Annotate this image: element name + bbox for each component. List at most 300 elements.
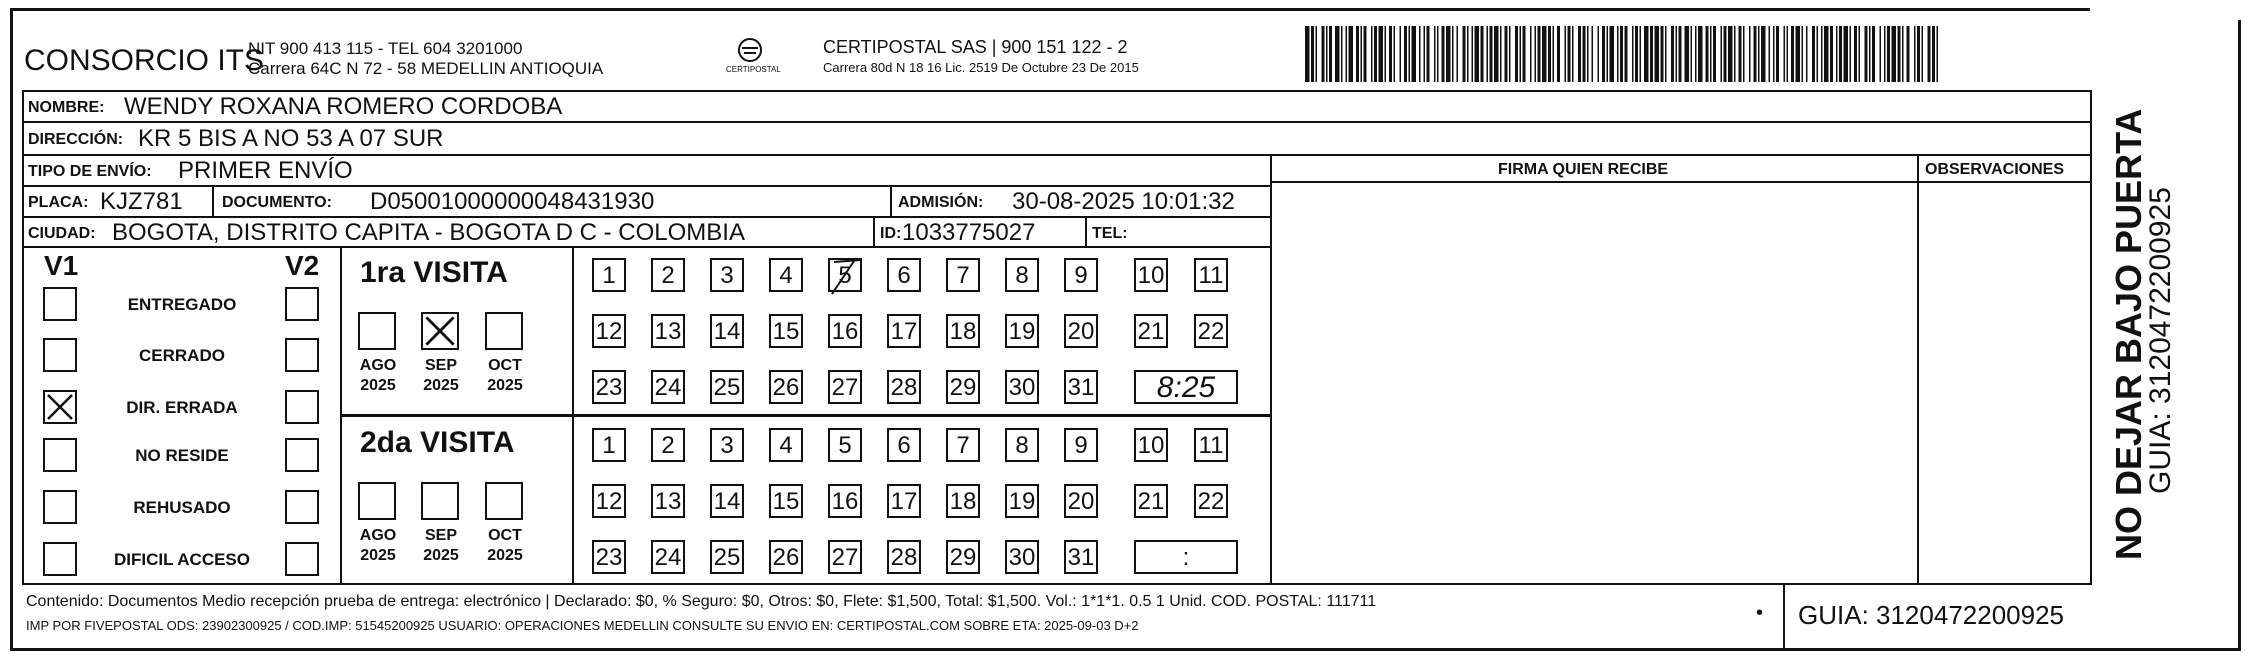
v2-checkbox-3[interactable] — [285, 438, 319, 472]
side-warning: NO DEJAR BAJO PUERTA — [2108, 108, 2149, 560]
day-number: 10 — [1137, 432, 1165, 459]
tel-label: TEL: — [1092, 225, 1128, 242]
col-firma-left — [1270, 154, 1272, 584]
day-number: 22 — [1197, 318, 1225, 345]
first-visit-day-15[interactable] — [769, 314, 803, 348]
day-number: 9 — [1074, 432, 1088, 459]
status-label: ENTREGADO — [127, 295, 237, 314]
year-label: 2025 — [360, 547, 396, 564]
barcode-bar — [1812, 26, 1815, 82]
first-visit-day-19[interactable] — [1005, 314, 1039, 348]
day-number: 20 — [1067, 318, 1095, 345]
first-visit-day-14[interactable] — [710, 314, 744, 348]
barcode-bar — [1530, 26, 1532, 82]
first-visit-day-31[interactable] — [1064, 370, 1098, 404]
barcode-bar — [1640, 26, 1642, 82]
barcode-bar — [1635, 26, 1638, 82]
second-visit-day-28[interactable] — [887, 540, 921, 574]
barcode-bar — [1854, 26, 1857, 82]
barcode-bar — [1817, 26, 1819, 82]
barcode-bar — [1721, 26, 1723, 82]
barcode-bar — [1389, 26, 1392, 82]
placa-label: PLACA: — [28, 194, 89, 211]
first-visit-month-checkbox-0[interactable] — [358, 312, 396, 350]
day-number: 3 — [720, 262, 734, 289]
barcode-bar — [1859, 26, 1861, 82]
barcode-bar — [1620, 26, 1623, 82]
day-number: 29 — [949, 374, 977, 401]
v1-label: V1 — [44, 250, 79, 281]
side-guia: GUIA: 3120472200925 — [2144, 187, 2177, 494]
barcode-bar — [1404, 26, 1407, 82]
v2-label: V2 — [285, 250, 320, 281]
day-number: 14 — [713, 318, 741, 345]
barcode-bar — [1937, 26, 1939, 82]
barcode-bar — [1427, 26, 1430, 82]
admision-label: ADMISIÓN: — [898, 194, 984, 211]
ciudad-value: BOGOTA, DISTRITO CAPITA - BOGOTA D C - COLOMBIA — [112, 219, 745, 246]
day-number: 29 — [949, 544, 977, 571]
barcode-bar — [1739, 26, 1742, 82]
first-visit-day-6[interactable] — [887, 258, 921, 292]
company-line-2: Carrera 64C N 72 - 58 MEDELLIN ANTIOQUIA — [248, 59, 604, 78]
barcode-bar — [1542, 26, 1547, 82]
year-label: 2025 — [423, 547, 459, 564]
v1-checkbox-2[interactable] — [43, 390, 77, 424]
second-visit-time-box[interactable] — [1134, 540, 1238, 574]
barcode-bar — [1880, 26, 1882, 82]
day-number: 14 — [713, 488, 741, 515]
day-number: 15 — [772, 488, 800, 515]
second-visit-day-13[interactable] — [651, 484, 685, 518]
second-visit-day-11[interactable] — [1194, 428, 1228, 462]
footer-line-2: IMP POR FIVEPOSTAL ODS: 23902300925 / COD.IMP: 51545200925 USUARIO: OPERACIONES MEDELLIN CONSULTE SU ENVIO EN: CERTIPOSTAL.COM SOBRE ETA: 2025-09-03 D+2 — [26, 618, 1139, 633]
year-label: 2025 — [487, 547, 523, 564]
barcode-bar — [1329, 26, 1332, 82]
barcode-bar — [1644, 26, 1649, 82]
barcode-bar — [1374, 26, 1377, 82]
nombre-label: NOMBRE: — [28, 99, 105, 116]
barcode-bar — [1446, 26, 1451, 82]
barcode-bar — [1500, 26, 1502, 82]
outer-top — [10, 8, 2090, 11]
second-visit-day-15[interactable] — [769, 484, 803, 518]
second-visit-day-18[interactable] — [946, 484, 980, 518]
day-number: 1 — [602, 432, 616, 459]
company-line-1: NIT 900 413 115 - TEL 604 3201000 — [248, 39, 523, 58]
day-number: 16 — [831, 318, 859, 345]
first-visit-day-23[interactable] — [592, 370, 626, 404]
second-visit-day-29[interactable] — [946, 540, 980, 574]
day-number: 7 — [956, 262, 970, 289]
barcode-bar — [1698, 26, 1703, 82]
visits-month-sep — [572, 246, 574, 583]
first-visit-month-checkbox-2[interactable] — [485, 312, 523, 350]
barcode-bar — [1409, 26, 1411, 82]
day-number: 11 — [1198, 262, 1224, 289]
barcode-bar — [1557, 26, 1560, 82]
barcode-bar — [1706, 26, 1709, 82]
barcode-bar — [1400, 26, 1402, 82]
day-number: 13 — [654, 318, 682, 345]
barcode-bar — [1515, 26, 1518, 82]
barcode-bar — [1322, 26, 1325, 82]
day-number: 11 — [1198, 432, 1224, 459]
barcode-bar — [1802, 26, 1804, 82]
month-label: SEP — [424, 357, 457, 374]
barcode-bar — [1452, 26, 1454, 82]
v1-checkbox-5[interactable] — [43, 542, 77, 576]
barcode-bar — [1796, 26, 1801, 82]
second-visit-title: 2da VISITA — [360, 426, 515, 459]
day-number: 17 — [890, 488, 918, 515]
col-admision-sep — [890, 185, 892, 216]
second-visit-day-1[interactable] — [592, 428, 626, 462]
day-number: 22 — [1197, 488, 1225, 515]
first-visit-day-2[interactable] — [651, 258, 685, 292]
status-label: REHUSADO — [133, 498, 231, 517]
second-visit-day-12[interactable] — [592, 484, 626, 518]
day-number: 4 — [779, 262, 793, 289]
barcode-bar — [1341, 26, 1343, 82]
barcode-bar — [1872, 26, 1875, 82]
day-number: 31 — [1067, 544, 1095, 571]
table-right — [2090, 90, 2092, 584]
barcode-bar — [1316, 26, 1318, 82]
day-number: 12 — [595, 488, 623, 515]
firma-label: FIRMA QUIEN RECIBE — [1498, 161, 1669, 178]
check-x-icon — [423, 314, 457, 348]
barcode-bar — [1850, 26, 1852, 82]
tipo-envio-label: TIPO DE ENVÍO: — [28, 163, 152, 180]
first-visit-day-12[interactable] — [592, 314, 626, 348]
barcode-bar — [1902, 26, 1904, 82]
barcode-bar — [1361, 26, 1363, 82]
admision-value: 30-08-2025 10:01:32 — [1012, 188, 1235, 215]
v1-checkbox-0[interactable] — [43, 287, 77, 321]
second-visit-day-19[interactable] — [1005, 484, 1039, 518]
second-visit-day-27[interactable] — [828, 540, 862, 574]
first-visit-day-25[interactable] — [710, 370, 744, 404]
barcode-bar — [1437, 26, 1439, 82]
month-label: OCT — [488, 527, 522, 544]
row-line-2 — [22, 154, 2092, 156]
barcode-bar — [1490, 26, 1493, 82]
first-visit-day-4[interactable] — [769, 258, 803, 292]
day-number: 8 — [1015, 432, 1029, 459]
footer-line-1: Contenido: Documentos Medio recepción prueba de entrega: electrónico | Declarado: $0, % Seguro: $0, Otros: $0, Flete: $1,500, Total: $1,500. Vol.: 1*1*1. 0.5 1 Unid. COD. POSTAL: 111711 — [26, 593, 1377, 610]
barcode-bar — [1538, 26, 1541, 82]
v2-checkbox-0[interactable] — [285, 287, 319, 321]
second-visit-day-31[interactable] — [1064, 540, 1098, 574]
day-number: 8 — [1015, 262, 1029, 289]
day-number: 16 — [831, 488, 859, 515]
company-name: CONSORCIO ITS — [24, 44, 265, 77]
status-label: CERRADO — [139, 346, 225, 365]
outer-left — [10, 8, 13, 650]
barcode-bar — [1679, 26, 1682, 82]
second-visit-day-23[interactable] — [592, 540, 626, 574]
barcode-bar — [1650, 26, 1653, 82]
barcode-bar — [1625, 26, 1628, 82]
day-number: 6 — [897, 262, 911, 289]
barcode-bar — [1311, 26, 1314, 82]
day-number: 28 — [890, 374, 918, 401]
second-visit-day-2[interactable] — [651, 428, 685, 462]
day-number: 27 — [831, 544, 859, 571]
direccion-label: DIRECCIÓN: — [28, 131, 124, 148]
day-number: 26 — [772, 374, 800, 401]
v1-checkbox-4[interactable] — [43, 490, 77, 524]
second-visit-month-checkbox-1[interactable] — [421, 482, 459, 520]
barcode-bar — [1869, 26, 1871, 82]
second-visit-day-3[interactable] — [710, 428, 744, 462]
barcode-bar — [1758, 26, 1760, 82]
barcode-bar — [1724, 26, 1727, 82]
barcode-bar — [1844, 26, 1849, 82]
visit-time: 8:25 — [1156, 371, 1216, 404]
barcode-bar — [1520, 26, 1522, 82]
barcode-bar — [1602, 26, 1605, 82]
first-visit-day-21[interactable] — [1134, 314, 1168, 348]
day-number: 24 — [654, 544, 682, 571]
day-number: 21 — [1137, 318, 1165, 345]
barcode-bar — [1356, 26, 1359, 82]
first-visit-day-30[interactable] — [1005, 370, 1039, 404]
second-visit-day-9[interactable] — [1064, 428, 1098, 462]
first-visit-day-29[interactable] — [946, 370, 980, 404]
first-visit-day-24[interactable] — [651, 370, 685, 404]
day-number: 19 — [1008, 488, 1036, 515]
barcode-bar — [1907, 26, 1910, 82]
second-visit-day-26[interactable] — [769, 540, 803, 574]
second-visit-day-17[interactable] — [887, 484, 921, 518]
documento-label: DOCUMENTO: — [222, 194, 332, 211]
col-id-sep — [873, 216, 875, 246]
day-number: 18 — [949, 318, 977, 345]
barcode-bar — [1922, 26, 1924, 82]
barcode-bar — [1607, 26, 1609, 82]
barcode-bar — [1457, 26, 1459, 82]
footer-guia: GUIA: 3120472200925 — [1798, 600, 2064, 630]
day-number: 25 — [713, 544, 741, 571]
barcode-bar — [1791, 26, 1794, 82]
second-visit-day-14[interactable] — [710, 484, 744, 518]
ciudad-label: CIUDAD: — [28, 225, 96, 242]
logo-caption: CERTIPOSTAL — [726, 65, 781, 74]
second-visit-day-20[interactable] — [1064, 484, 1098, 518]
first-visit-day-9[interactable] — [1064, 258, 1098, 292]
barcode-bar — [1761, 26, 1766, 82]
first-visit-time-box[interactable] — [1134, 370, 1238, 404]
second-visit-day-4[interactable] — [769, 428, 803, 462]
table-top — [22, 90, 2092, 92]
v1-checkbox-3[interactable] — [43, 438, 77, 472]
second-visit-day-6[interactable] — [887, 428, 921, 462]
observaciones-label: OBSERVACIONES — [1925, 161, 2064, 178]
second-visit-day-25[interactable] — [710, 540, 744, 574]
barcode-bar — [1364, 26, 1367, 82]
v2-checkbox-2[interactable] — [285, 390, 319, 424]
first-visit-month-checkbox-1[interactable] — [421, 312, 459, 350]
cert-line-2: Carrera 80d N 18 16 Lic. 2519 De Octubre 23 De 2015 — [823, 60, 1139, 75]
second-visit-day-21[interactable] — [1134, 484, 1168, 518]
barcode-bar — [1610, 26, 1615, 82]
day-number: 10 — [1137, 262, 1165, 289]
second-visit-day-30[interactable] — [1005, 540, 1039, 574]
id-value: 1033775027 — [902, 219, 1036, 246]
barcode-bar — [1655, 26, 1660, 82]
second-visit-day-5[interactable] — [828, 428, 862, 462]
barcode-bar — [1784, 26, 1786, 82]
day-number: 12 — [595, 318, 623, 345]
month-label: SEP — [424, 527, 457, 544]
barcode-bar — [1424, 26, 1426, 82]
month-label: AGO — [359, 357, 397, 374]
barcode-bar — [1691, 26, 1693, 82]
direccion-value: KR 5 BIS A NO 53 A 07 SUR — [138, 125, 444, 152]
col-placa-sep — [212, 185, 214, 216]
first-visit-day-28[interactable] — [887, 370, 921, 404]
first-visit-day-1[interactable] — [592, 258, 626, 292]
first-visit-day-7[interactable] — [946, 258, 980, 292]
certipostal-logo — [720, 36, 780, 82]
barcode-bar — [1598, 26, 1600, 82]
col-obs-left — [1917, 154, 1919, 584]
barcode-bar — [1671, 26, 1674, 82]
row-line-4 — [22, 216, 1270, 218]
second-visit-day-24[interactable] — [651, 540, 685, 574]
barcode-bar — [1865, 26, 1868, 82]
day-number: 5 — [838, 432, 852, 459]
year-label: 2025 — [423, 377, 459, 394]
barcode-bar — [1335, 26, 1340, 82]
barcode-bar — [1419, 26, 1421, 82]
second-visit-day-10[interactable] — [1134, 428, 1168, 462]
barcode-bar — [1463, 26, 1466, 82]
barcode-bar — [1749, 26, 1751, 82]
row-line-5 — [22, 246, 1270, 248]
barcode-bar — [1676, 26, 1678, 82]
first-visit-day-18[interactable] — [946, 314, 980, 348]
first-visit-day-5[interactable] — [828, 258, 862, 292]
v1-checkbox-1[interactable] — [43, 338, 77, 372]
barcode-bar — [1892, 26, 1897, 82]
barcode-bar — [1685, 26, 1690, 82]
col-tel-sep — [1085, 216, 1087, 246]
first-visit-title: 1ra VISITA — [360, 256, 508, 289]
first-visit-day-10[interactable] — [1134, 258, 1168, 292]
barcode-bar — [1509, 26, 1511, 82]
day-number: 24 — [654, 374, 682, 401]
barcode-bar — [1743, 26, 1745, 82]
barcode-bar — [1806, 26, 1808, 82]
strike-icon — [826, 254, 866, 298]
barcode-bar — [1632, 26, 1634, 82]
second-visit-day-16[interactable] — [828, 484, 862, 518]
day-number: 19 — [1008, 318, 1036, 345]
second-visit-day-22[interactable] — [1194, 484, 1228, 518]
day-number: 23 — [595, 544, 623, 571]
barcode-bar — [1412, 26, 1417, 82]
day-number: 20 — [1067, 488, 1095, 515]
day-number: 1 — [602, 262, 616, 289]
documento-value: D05001000000048431930 — [370, 188, 655, 215]
barcode-bar — [1734, 26, 1736, 82]
month-label: AGO — [359, 527, 397, 544]
day-number: 5 — [838, 262, 852, 289]
barcode-bar — [1475, 26, 1480, 82]
check-x-icon — [45, 392, 75, 422]
first-visit-day-13[interactable] — [651, 314, 685, 348]
barcode-bar — [1568, 26, 1571, 82]
barcode-bar — [1523, 26, 1526, 82]
barcode-bar — [1728, 26, 1733, 82]
month-label: OCT — [488, 357, 522, 374]
barcode-bar — [1578, 26, 1581, 82]
barcode-bar — [1754, 26, 1757, 82]
year-label: 2025 — [360, 377, 396, 394]
second-visit-month-checkbox-2[interactable] — [485, 482, 523, 520]
barcode-bar — [1665, 26, 1667, 82]
placa-value: KJZ781 — [100, 188, 183, 215]
barcode-bar — [1769, 26, 1771, 82]
barcode-bar — [1592, 26, 1594, 82]
id-label: ID: — [880, 225, 902, 242]
footer-sep — [1783, 585, 1785, 648]
barcode-bar — [1884, 26, 1886, 82]
barcode-bar — [1565, 26, 1567, 82]
first-visit-day-16[interactable] — [828, 314, 862, 348]
first-visit-day-17[interactable] — [887, 314, 921, 348]
barcode-bar — [1932, 26, 1935, 82]
cert-line-1: CERTIPOSTAL SAS | 900 151 122 - 2 — [823, 37, 1128, 57]
first-visit-day-26[interactable] — [769, 370, 803, 404]
v2-checkbox-5[interactable] — [285, 542, 319, 576]
first-visit-day-11[interactable] — [1194, 258, 1228, 292]
first-visit-day-20[interactable] — [1064, 314, 1098, 348]
v2-checkbox-4[interactable] — [285, 490, 319, 524]
day-number: 23 — [595, 374, 623, 401]
second-visit-month-checkbox-0[interactable] — [358, 482, 396, 520]
barcode-bar — [1505, 26, 1508, 82]
barcode-bar — [1587, 26, 1589, 82]
barcode-bar — [1494, 26, 1499, 82]
day-number: 31 — [1067, 374, 1095, 401]
barcode-bar — [1467, 26, 1469, 82]
barcode-bar — [1836, 26, 1838, 82]
first-visit-day-27[interactable] — [828, 370, 862, 404]
status-label: DIR. ERRADA — [126, 398, 238, 417]
second-visit-day-8[interactable] — [1005, 428, 1039, 462]
barcode-bar — [1824, 26, 1829, 82]
day-number: 17 — [890, 318, 918, 345]
first-visit-day-22[interactable] — [1194, 314, 1228, 348]
v2-checkbox-1[interactable] — [285, 338, 319, 372]
row-line-3 — [22, 185, 1270, 187]
outer-right — [2238, 20, 2241, 651]
day-number: 3 — [720, 432, 734, 459]
first-visit-day-8[interactable] — [1005, 258, 1039, 292]
barcode-bar — [1472, 26, 1474, 82]
second-visit-day-7[interactable] — [946, 428, 980, 462]
status-label: NO RESIDE — [135, 446, 229, 465]
barcode-bar — [1548, 26, 1551, 82]
barcode-bar — [1695, 26, 1697, 82]
outer-bottom — [10, 648, 2240, 651]
barcode-bar — [1787, 26, 1789, 82]
first-visit-day-3[interactable] — [710, 258, 744, 292]
